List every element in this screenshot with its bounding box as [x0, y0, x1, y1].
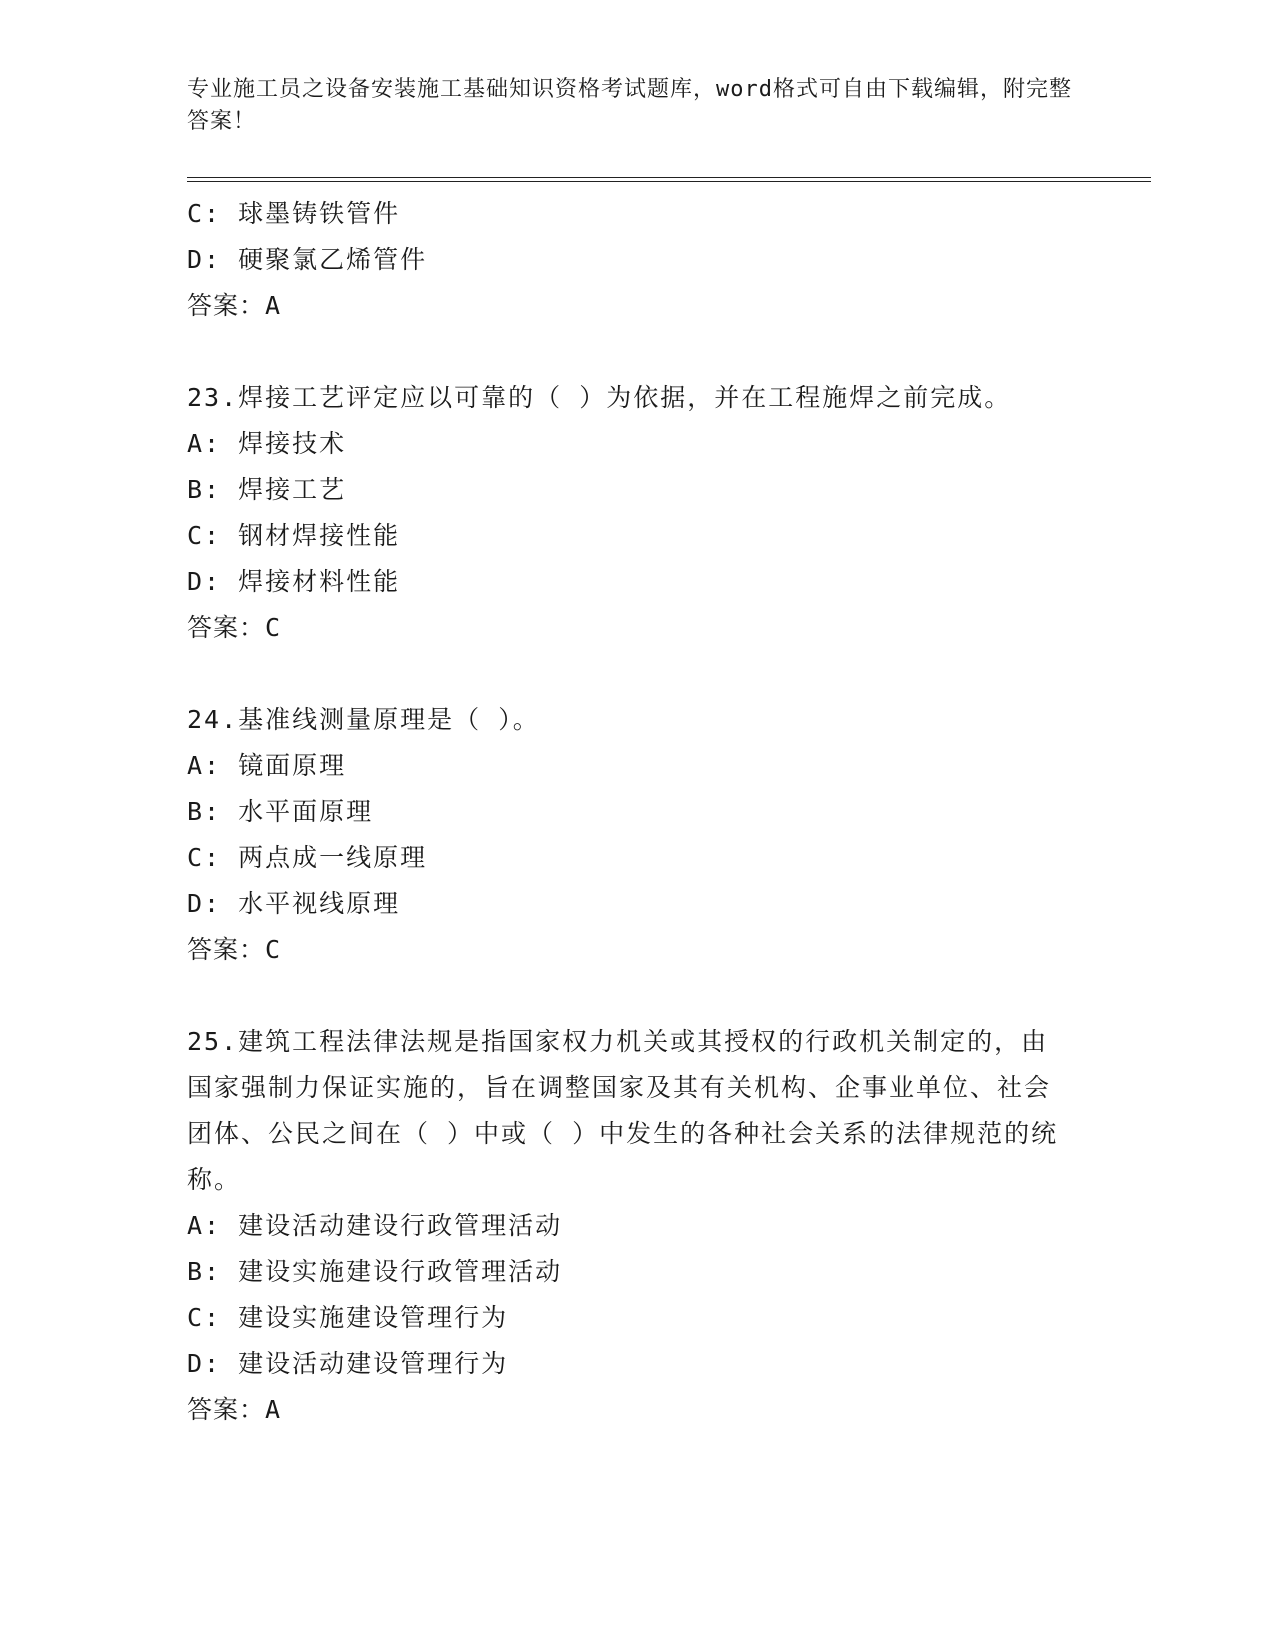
question-stem: 25.建筑工程法律法规是指国家权力机关或其授权的行政机关制定的，由国家强制力保证实施的，旨在调整国家及其有关机构、企事业单位、社会团体、公民之间在（ ）中或（ ）中发生的各种社会关系的法律规范的统称。	[187, 1027, 1059, 1194]
option-a: A: 建设活动建设行政管理活动	[187, 1211, 563, 1240]
option-b: B: 水平面原理	[187, 797, 374, 826]
question-24	[187, 697, 1087, 973]
spacer	[187, 973, 1087, 1019]
answer-line: 答案：A	[187, 291, 282, 320]
option-c: C: 两点成一线原理	[187, 843, 428, 872]
option-d: D: 硬聚氯乙烯管件	[187, 245, 428, 274]
document-header: 专业施工员之设备安装施工基础知识资格考试题库，word格式可自由下载编辑，附完整答案！	[187, 77, 1072, 134]
spacer	[187, 329, 1087, 375]
question-23	[187, 375, 1087, 651]
option-a: A: 镜面原理	[187, 751, 347, 780]
header-divider	[187, 177, 1151, 182]
option-c: C: 球墨铸铁管件	[187, 199, 401, 228]
spacer	[187, 651, 1087, 697]
answer-line: 答案：C	[187, 613, 282, 642]
question-22-tail	[187, 191, 1087, 329]
answer-line: 答案：C	[187, 935, 282, 964]
question-list	[187, 191, 1087, 1433]
option-d: D: 建设活动建设管理行为	[187, 1349, 509, 1378]
option-d: D: 水平视线原理	[187, 889, 401, 918]
option-b: B: 焊接工艺	[187, 475, 347, 504]
answer-line: 答案：A	[187, 1395, 282, 1424]
question-stem: 23.焊接工艺评定应以可靠的（ ）为依据，并在工程施焊之前完成。	[187, 383, 1012, 412]
option-b: B: 建设实施建设行政管理活动	[187, 1257, 563, 1286]
option-c: C: 建设实施建设管理行为	[187, 1303, 509, 1332]
option-a: A: 焊接技术	[187, 429, 347, 458]
question-stem: 24.基准线测量原理是（ ）。	[187, 705, 540, 734]
option-c: C: 钢材焊接性能	[187, 521, 401, 550]
option-d: D: 焊接材料性能	[187, 567, 401, 596]
question-25	[187, 1019, 1087, 1433]
